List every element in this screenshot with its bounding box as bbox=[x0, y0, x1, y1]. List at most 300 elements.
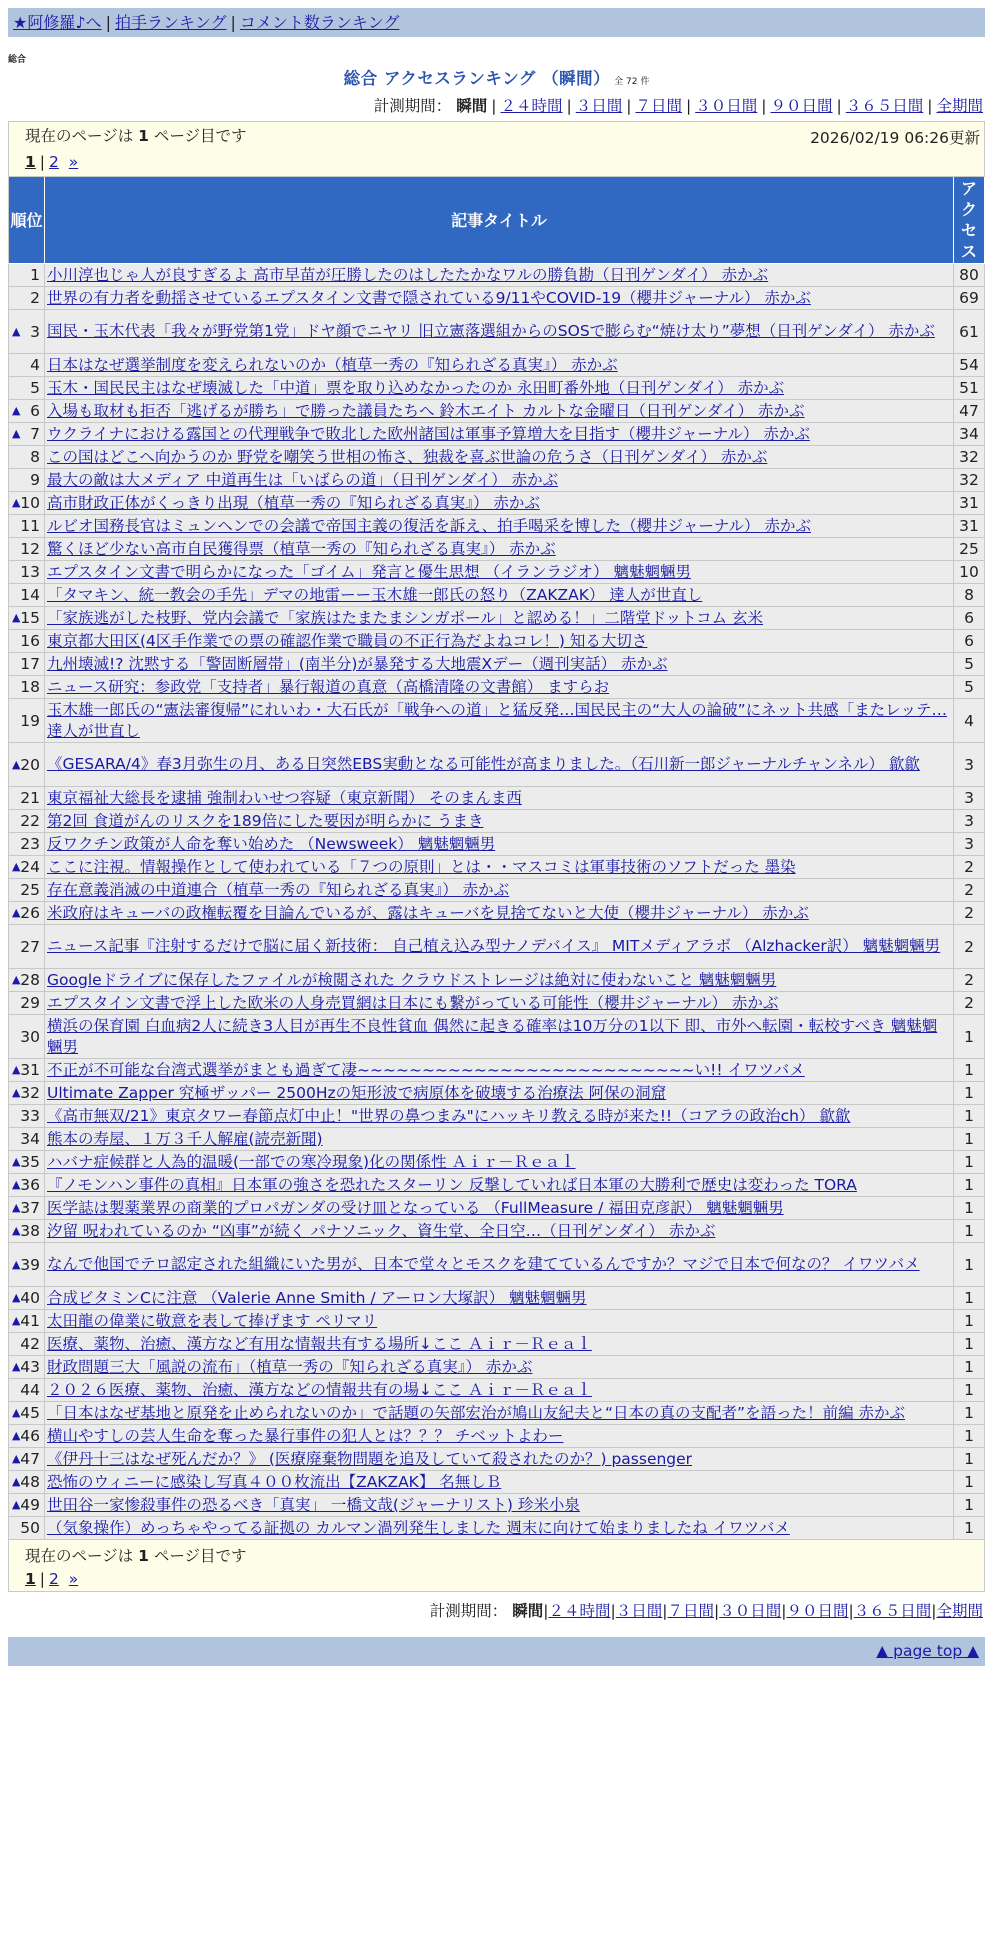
access-count: 2 bbox=[954, 856, 985, 879]
article-title-link[interactable]: 「タマキン、統一教会の手先」デマの地雷ーー玉木雄一郎氏の怒り（ZAKZAK） 達人が世直し bbox=[47, 585, 703, 604]
title-cell bbox=[45, 400, 954, 423]
rank-cell bbox=[9, 787, 45, 810]
rank-number: 4 bbox=[30, 356, 40, 374]
rank-number: 5 bbox=[30, 379, 40, 397]
table-row bbox=[9, 676, 985, 699]
article-title-link[interactable]: Ultimate Zapper 究極ザッパー 2500Hzの矩形波で病原体を破壊する治療法 阿保の洞窟 bbox=[47, 1083, 667, 1102]
rank-number: 35 bbox=[20, 1153, 40, 1171]
article-title-link[interactable]: 最大の敵は大メディア 中道再生は「いばらの道」（日刊ゲンダイ） 赤かぶ bbox=[47, 470, 559, 489]
article-title-link[interactable]: 世界の有力者を動揺させているエプスタイン文書で隠されている9/11やCOVID-19（櫻井ジャーナル） 赤かぶ bbox=[47, 288, 811, 307]
up-arrow-icon: ▲ bbox=[12, 1314, 21, 1327]
title-cell bbox=[45, 469, 954, 492]
title-cell bbox=[45, 1197, 954, 1220]
rank-number: 14 bbox=[20, 586, 40, 604]
title-cell bbox=[45, 446, 954, 469]
title-cell bbox=[45, 287, 954, 310]
access-count: 1 bbox=[954, 1128, 985, 1151]
page-top-link[interactable]: ▲ page top ▲ bbox=[876, 1642, 979, 1660]
title-cell bbox=[45, 1494, 954, 1517]
up-arrow-icon: ▲ bbox=[12, 1086, 21, 1099]
access-count: 3 bbox=[954, 833, 985, 856]
rank-cell bbox=[9, 676, 45, 699]
up-arrow-icon: ▲ bbox=[12, 1475, 21, 1488]
rank-cell bbox=[9, 879, 45, 902]
rank-cell bbox=[9, 1220, 45, 1243]
rank-number: 44 bbox=[20, 1381, 40, 1399]
table-row bbox=[9, 1310, 985, 1333]
title-cell bbox=[45, 1059, 954, 1082]
rank-number: 26 bbox=[20, 904, 40, 922]
up-arrow-icon: ▲ bbox=[12, 427, 21, 440]
article-title-link[interactable]: エプスタイン文書で浮上した欧米の人身売買網は日本にも繋がっている可能性（櫻井ジャーナル） 赤かぶ bbox=[47, 993, 779, 1012]
rank-number: 39 bbox=[20, 1255, 40, 1274]
article-title-link[interactable]: ニュース研究：参政党「支持者」暴行報道の真意（高橋清隆の文書館） ますらお bbox=[47, 677, 610, 696]
article-title-link[interactable]: 高市財政正体がくっきり出現（植草一秀の『知られざる真実』） 赤かぶ bbox=[47, 493, 540, 512]
rank-cell bbox=[9, 561, 45, 584]
rank-number: 50 bbox=[20, 1519, 40, 1537]
access-count: 1 bbox=[954, 1287, 985, 1310]
rank-number: 11 bbox=[20, 517, 40, 535]
rank-number: 37 bbox=[20, 1199, 40, 1217]
table-row bbox=[9, 264, 985, 287]
article-title-link[interactable]: ハバナ症候群と人為的温暖(一部での寒冷現象)化の関係性 Ａｉｒ－Ｒｅａｌ bbox=[47, 1152, 576, 1171]
article-title-link[interactable]: 医学誌は製薬業界の商業的プロパガンダの受け皿となっている （FullMeasure / 福田克彦訳） 魑魅魍魎男 bbox=[47, 1198, 784, 1217]
access-count: 5 bbox=[954, 653, 985, 676]
rank-number: 29 bbox=[20, 994, 40, 1012]
access-count: 2 bbox=[954, 925, 985, 969]
rank-cell bbox=[9, 743, 45, 787]
article-title-link[interactable]: 国民・玉木代表「我々が野党第1党」ドヤ顔でニヤリ 旧立憲落選組からのSOSで膨らむ“焼け太り”夢想（日刊ゲンダイ） 赤かぶ bbox=[47, 322, 935, 340]
rank-number: 32 bbox=[20, 1084, 40, 1102]
rank-number: 31 bbox=[20, 1061, 40, 1079]
access-count: 2 bbox=[954, 992, 985, 1015]
rank-number: 40 bbox=[20, 1289, 40, 1307]
table-row bbox=[9, 810, 985, 833]
table-row bbox=[9, 1151, 985, 1174]
period-link-90d[interactable]: ９０日間 bbox=[770, 97, 833, 115]
rank-cell bbox=[9, 1517, 45, 1540]
up-arrow-icon: ▲ bbox=[12, 1452, 21, 1465]
table-row bbox=[9, 1448, 985, 1471]
up-arrow-icon: ▲ bbox=[12, 1257, 21, 1271]
access-count: 47 bbox=[954, 400, 985, 423]
access-count: 1 bbox=[954, 1082, 985, 1105]
access-count: 31 bbox=[954, 515, 985, 538]
article-title-link[interactable]: ２０２６医療、薬物、治癒、漢方などの情報共有の場↓ここ Ａｉｒ－Ｒｅａｌ bbox=[47, 1380, 592, 1399]
table-row bbox=[9, 1494, 985, 1517]
table-row bbox=[9, 1517, 985, 1540]
nav-link-applause-ranking[interactable]: 拍手ランキング bbox=[114, 13, 227, 32]
period-link-3d[interactable]: ３日間 bbox=[615, 1602, 663, 1620]
rank-cell bbox=[9, 264, 45, 287]
title-cell bbox=[45, 538, 954, 561]
rank-cell bbox=[9, 1174, 45, 1197]
column-header-access: アクセス bbox=[954, 177, 985, 264]
table-row bbox=[9, 446, 985, 469]
rank-cell bbox=[9, 1356, 45, 1379]
period-link-3d[interactable]: ３日間 bbox=[575, 97, 623, 115]
access-count: 10 bbox=[954, 561, 985, 584]
rank-number: 45 bbox=[20, 1404, 40, 1422]
period-link-365d[interactable]: ３６５日間 bbox=[853, 1602, 932, 1620]
title-cell bbox=[45, 354, 954, 377]
rank-number: 2 bbox=[30, 289, 40, 307]
period-link-90d[interactable]: ９０日間 bbox=[786, 1602, 849, 1620]
up-arrow-icon: ▲ bbox=[12, 1063, 21, 1076]
access-count: 6 bbox=[954, 630, 985, 653]
title-cell bbox=[45, 925, 954, 969]
up-arrow-icon: ▲ bbox=[12, 404, 21, 417]
title-cell bbox=[45, 1220, 954, 1243]
table-row bbox=[9, 1015, 985, 1059]
article-title-link[interactable]: 「家族逃がした枝野、党内会議で「家族はたまたまシンガポール」と認める！」二階堂ドットコム 玄米 bbox=[47, 608, 763, 627]
period-link-365d[interactable]: ３６５日間 bbox=[845, 97, 924, 115]
table-row bbox=[9, 377, 985, 400]
rank-number: 41 bbox=[20, 1312, 40, 1330]
article-title-link[interactable]: （気象操作）めっちゃやってる証拠の カルマン渦列発生しました 週末に向けて始まりましたね イワツバメ bbox=[47, 1518, 790, 1537]
table-row bbox=[9, 1425, 985, 1448]
period-label: 計測期間： bbox=[373, 97, 452, 115]
access-count: 1 bbox=[954, 1310, 985, 1333]
ranking-rows bbox=[9, 264, 985, 1540]
period-link-24h[interactable]: ２４時間 bbox=[548, 1602, 611, 1620]
title-cell bbox=[45, 1243, 954, 1287]
article-title-link[interactable]: 横山やすしの芸人生命を奪った暴行事件の犯人とは？？？ チベットよわー bbox=[47, 1426, 564, 1445]
pager-page-2[interactable]: 2 bbox=[49, 1570, 59, 1588]
article-title-link[interactable]: 熊本の寿屋、１万３千人解雇(読売新聞) bbox=[47, 1129, 323, 1148]
rank-number: 23 bbox=[20, 835, 40, 853]
article-title-link[interactable]: 世田谷一家惨殺事件の恐るべき「真実」 一橋文哉(ジャーナリスト) 珍米小泉 bbox=[47, 1495, 580, 1514]
table-row bbox=[9, 1471, 985, 1494]
up-arrow-icon: ▲ bbox=[12, 1360, 21, 1373]
access-count: 1 bbox=[954, 1151, 985, 1174]
access-count: 1 bbox=[954, 1174, 985, 1197]
access-count: 32 bbox=[954, 469, 985, 492]
article-title-link[interactable]: 横浜の保育園 白血病2人に続き3人目が再生不良性貧血 偶然に起きる確率は10万分の1以下 即、市外へ転園・転校すべき 魑魅魍魎男 bbox=[47, 1016, 938, 1056]
access-count: 25 bbox=[954, 538, 985, 561]
period-selector-bottom: 計測期間： 瞬間|２４時間|３日間|７日間|３０日間|９０日間|３６５日間|全期間 bbox=[429, 1602, 983, 1620]
period-link-30d[interactable]: ３０日間 bbox=[719, 1602, 782, 1620]
article-title-link[interactable]: 《高市無双/21》東京タワー春節点灯中止！"世界の鼻つまみ"にハッキリ教える時が来た!!（コアラの政治ch） 歙歙 bbox=[47, 1106, 851, 1125]
rank-number: 49 bbox=[20, 1496, 40, 1514]
rank-cell bbox=[9, 446, 45, 469]
title-cell bbox=[45, 607, 954, 630]
rank-number: 13 bbox=[20, 563, 40, 581]
rank-cell bbox=[9, 423, 45, 446]
period-link-all[interactable]: 全期間 bbox=[936, 97, 983, 115]
nav-separator: | bbox=[105, 13, 111, 32]
rank-number: 7 bbox=[30, 425, 40, 443]
rank-number: 12 bbox=[20, 540, 40, 558]
rank-number: 48 bbox=[20, 1473, 40, 1491]
table-row bbox=[9, 515, 985, 538]
rank-number: 22 bbox=[20, 812, 40, 830]
access-count: 1 bbox=[954, 1448, 985, 1471]
title-cell bbox=[45, 1471, 954, 1494]
article-title-link[interactable]: 「日本はなぜ基地と原発を止められないのか」で話題の矢部宏治が鳩山友紀夫と“日本の真の支配者”を語った！前編 赤かぶ bbox=[47, 1403, 905, 1422]
rank-cell bbox=[9, 607, 45, 630]
access-count: 1 bbox=[954, 1243, 985, 1287]
title-cell bbox=[45, 515, 954, 538]
access-count: 1 bbox=[954, 1015, 985, 1059]
access-count: 1 bbox=[954, 1356, 985, 1379]
article-title-link[interactable]: ウクライナにおける露国との代理戦争で敗北した欧州諸国は軍事予算増大を目指す（櫻井ジャーナル） 赤かぶ bbox=[47, 424, 810, 443]
table-row bbox=[9, 561, 985, 584]
rank-cell bbox=[9, 992, 45, 1015]
rank-number: 8 bbox=[30, 448, 40, 466]
article-title-link[interactable]: 《GESARA/4》春3月弥生の月、ある日突然EBS実動となる可能性が高まりました。（石川新一郎ジャーナルチャンネル） 歙歙 bbox=[47, 755, 920, 773]
title-cell bbox=[45, 492, 954, 515]
access-count: 3 bbox=[954, 743, 985, 787]
title-cell bbox=[45, 1174, 954, 1197]
up-arrow-icon: ▲ bbox=[12, 860, 21, 873]
article-title-link[interactable]: 恐怖のウィニーに感染し写真４００枚流出【ZAKZAK】 名無しＢ bbox=[47, 1472, 502, 1491]
rank-cell bbox=[9, 1448, 45, 1471]
table-row bbox=[9, 1059, 985, 1082]
up-arrow-icon: ▲ bbox=[12, 1291, 21, 1304]
rank-number: 42 bbox=[20, 1335, 40, 1353]
access-count: 5 bbox=[954, 676, 985, 699]
up-arrow-icon: ▲ bbox=[12, 1429, 21, 1442]
article-title-link[interactable]: 汐留 呪われているのか “凶事”が続く パナソニック、資生堂、全日空…（日刊ゲンダイ） 赤かぶ bbox=[47, 1221, 716, 1240]
table-row bbox=[9, 902, 985, 925]
article-title-link[interactable]: 小川淳也じゃ人が良すぎるよ 高市早苗が圧勝したのはしたたかなワルの勝負勘（日刊ゲンダイ） 赤かぶ bbox=[47, 265, 769, 284]
table-row bbox=[9, 1402, 985, 1425]
nav-link-asyura[interactable]: ★阿修羅♪へ bbox=[13, 13, 102, 32]
table-row bbox=[9, 699, 985, 743]
rank-cell bbox=[9, 969, 45, 992]
rank-cell bbox=[9, 1425, 45, 1448]
pager-next[interactable]: » bbox=[68, 153, 79, 171]
total-count: 全 72 件 bbox=[614, 77, 650, 87]
rank-number: 34 bbox=[20, 1130, 40, 1148]
access-count: 34 bbox=[954, 423, 985, 446]
access-count: 1 bbox=[954, 1333, 985, 1356]
pager-next[interactable]: » bbox=[68, 1570, 79, 1588]
rank-number: 15 bbox=[20, 609, 40, 627]
table-row bbox=[9, 607, 985, 630]
table-row bbox=[9, 1356, 985, 1379]
period-link-all[interactable]: 全期間 bbox=[936, 1602, 983, 1620]
pager-page-2[interactable]: 2 bbox=[49, 153, 59, 171]
title-cell bbox=[45, 1448, 954, 1471]
title-cell bbox=[45, 1128, 954, 1151]
rank-cell bbox=[9, 400, 45, 423]
access-count: 69 bbox=[954, 287, 985, 310]
access-count: 1 bbox=[954, 1379, 985, 1402]
access-count: 1 bbox=[954, 1059, 985, 1082]
period-link-7d[interactable]: ７日間 bbox=[635, 97, 682, 115]
title-cell bbox=[45, 377, 954, 400]
period-current: 瞬間 bbox=[456, 97, 488, 115]
nav-link-comment-ranking[interactable]: コメント数ランキング bbox=[239, 13, 400, 32]
table-row bbox=[9, 787, 985, 810]
table-row bbox=[9, 1174, 985, 1197]
rank-cell bbox=[9, 1105, 45, 1128]
title-cell bbox=[45, 630, 954, 653]
article-title-link[interactable]: 九州壊滅!? 沈黙する「警固断層帯」(南半分)が暴発する大地震Xデー（週刊実話） 赤かぶ bbox=[47, 654, 668, 673]
period-link-7d[interactable]: ７日間 bbox=[667, 1602, 714, 1620]
table-row bbox=[9, 1197, 985, 1220]
table-row bbox=[9, 1128, 985, 1151]
article-title-link[interactable]: 《伊丹十三はなぜ死んだか？》 (医療廃棄物問題を追及していて殺されたのか？) passenger bbox=[47, 1449, 693, 1468]
article-title-link[interactable]: なんで他国でテロ認定された組織にいた男が、日本で堂々とモスクを建てているんですか？マジで日本で何なの？ イワツバメ bbox=[47, 1255, 920, 1273]
article-title-link[interactable]: エプスタイン文書で明らかになった「ゴイム」発言と優生思想 （イランラジオ） 魑魅魍魎男 bbox=[47, 562, 691, 581]
article-title-link[interactable]: 玉木・国民民主はなぜ壊滅した「中道」票を取り込めなかったのか 永田町番外地（日刊ゲンダイ） 赤かぶ bbox=[47, 378, 785, 397]
period-link-24h[interactable]: ２４時間 bbox=[500, 97, 563, 115]
article-title-link[interactable]: 東京都大田区(4区手作業での票の確認作業で職員の不正行為だよねコレ！) 知る大切さ bbox=[47, 631, 648, 650]
rank-number: 38 bbox=[20, 1222, 40, 1240]
title-cell bbox=[45, 1379, 954, 1402]
category-label: 総合 bbox=[8, 55, 27, 65]
access-count: 2 bbox=[954, 879, 985, 902]
rank-cell bbox=[9, 856, 45, 879]
article-title-link[interactable]: ここに注視。情報操作として使われている「７つの原則」とは・・マスコミは軍事技術のソフトだった 墨染 bbox=[47, 857, 796, 876]
article-title-link[interactable]: ルビオ国務長官はミュンヘンでの会議で帝国主義の復活を訴え、拍手喝采を博した（櫻井ジャーナル） 赤かぶ bbox=[47, 516, 811, 535]
rank-cell bbox=[9, 1333, 45, 1356]
table-row bbox=[9, 630, 985, 653]
pagination: 1 | 2 » bbox=[25, 153, 79, 171]
article-title-link[interactable]: 米政府はキューバの政権転覆を目論んでいるが、露はキューバを見捨てないと大使（櫻井ジャーナル） 赤かぶ bbox=[47, 903, 809, 922]
article-title-link[interactable]: この国はどこへ向かうのか 野党を嘲笑う世相の怖さ、独裁を喜ぶ世論の危うさ（日刊ゲンダイ） 赤かぶ bbox=[47, 447, 768, 466]
rank-cell bbox=[9, 653, 45, 676]
access-count: 1 bbox=[954, 1402, 985, 1425]
article-title-link[interactable]: 医療、薬物、治癒、漢方など有用な情報共有する場所↓ここ Ａｉｒ－Ｒｅａｌ bbox=[47, 1334, 592, 1353]
title-cell bbox=[45, 856, 954, 879]
rank-number: 10 bbox=[20, 494, 40, 512]
article-title-link[interactable]: 驚くほど少ない高市自民獲得票（植草一秀の『知られざる真実』） 赤かぶ bbox=[47, 539, 556, 558]
article-title-link[interactable]: ニュース記事『注射するだけで脳に届く新技術： 自己植え込み型ナノデバイス』 MITメディアラボ （Alzhacker訳） 魑魅魍魎男 bbox=[47, 937, 941, 955]
rank-cell bbox=[9, 1310, 45, 1333]
title-cell bbox=[45, 561, 954, 584]
rank-number: 46 bbox=[20, 1427, 40, 1445]
access-count: 51 bbox=[954, 377, 985, 400]
table-row bbox=[9, 287, 985, 310]
title-cell bbox=[45, 423, 954, 446]
access-count: 1 bbox=[954, 1494, 985, 1517]
access-count: 3 bbox=[954, 787, 985, 810]
title-cell bbox=[45, 1015, 954, 1059]
table-row bbox=[9, 1082, 985, 1105]
title-cell bbox=[45, 1310, 954, 1333]
column-header-rank: 順位 bbox=[9, 177, 45, 264]
article-title-link[interactable]: 合成ビタミンCに注意 （Valerie Anne Smith / アーロン大塚訳） 魑魅魍魎男 bbox=[47, 1288, 587, 1307]
article-title-link[interactable]: 『ノモンハン事件の真相』日本軍の強さを恐れたスターリン 反撃していれば日本軍の大勝利で歴史は変わった TORA bbox=[47, 1175, 857, 1194]
period-link-30d[interactable]: ３０日間 bbox=[695, 97, 758, 115]
rank-cell bbox=[9, 515, 45, 538]
article-title-link[interactable]: 玉木雄一郎氏の“憲法審復帰”にれいわ・大石氏が「戦争への道」と猛反発…国民民主の“大人の論破”にネット共感「またレッテ… 達人が世直し bbox=[47, 700, 947, 740]
up-arrow-icon: ▲ bbox=[12, 906, 21, 919]
title-cell bbox=[45, 1082, 954, 1105]
title-cell bbox=[45, 264, 954, 287]
up-arrow-icon: ▲ bbox=[12, 611, 21, 624]
table-row bbox=[9, 1287, 985, 1310]
access-count: 1 bbox=[954, 1517, 985, 1540]
title-cell bbox=[45, 1287, 954, 1310]
up-arrow-icon: ▲ bbox=[12, 496, 21, 509]
access-count: 2 bbox=[954, 902, 985, 925]
table-row bbox=[9, 584, 985, 607]
table-row bbox=[9, 354, 985, 377]
rank-number: 16 bbox=[20, 632, 40, 650]
period-current: 瞬間 bbox=[512, 1602, 544, 1620]
pager-current-page: 1 bbox=[25, 153, 36, 171]
rank-cell bbox=[9, 810, 45, 833]
table-row bbox=[9, 1379, 985, 1402]
access-count: 1 bbox=[954, 1471, 985, 1494]
rank-cell bbox=[9, 1402, 45, 1425]
pagination-bottom: 1 | 2 » bbox=[25, 1570, 79, 1588]
title-cell bbox=[45, 1151, 954, 1174]
rank-cell bbox=[9, 1128, 45, 1151]
rank-number: 47 bbox=[20, 1450, 40, 1468]
title-cell bbox=[45, 699, 954, 743]
access-count: 32 bbox=[954, 446, 985, 469]
article-title-link[interactable]: 不正が不可能な台湾式選挙がまとも過ぎて凄~~~~~~~~~~~~~~~~~~~~~~~~~~い!! イワツバメ bbox=[47, 1060, 805, 1079]
rank-cell bbox=[9, 1151, 45, 1174]
access-count: 2 bbox=[954, 969, 985, 992]
rank-cell bbox=[9, 538, 45, 561]
rank-cell bbox=[9, 1379, 45, 1402]
access-count: 54 bbox=[954, 354, 985, 377]
table-row bbox=[9, 925, 985, 969]
page-title-block bbox=[8, 65, 985, 89]
title-cell bbox=[45, 1105, 954, 1128]
article-title-link[interactable]: Googleドライブに保存したファイルが検閲された クラウドストレージは絶対に使わないこと 魑魅魍魎男 bbox=[47, 970, 777, 989]
page-info-box-bottom bbox=[8, 1540, 985, 1592]
title-cell bbox=[45, 1517, 954, 1540]
footer-bar bbox=[8, 1637, 985, 1666]
period-label: 計測期間： bbox=[429, 1602, 508, 1620]
table-row bbox=[9, 879, 985, 902]
article-title-link[interactable]: 反ワクチン政策が人命を奪い始めた （Newsweek） 魑魅魍魎男 bbox=[47, 834, 496, 853]
rank-number: 9 bbox=[30, 471, 40, 489]
title-cell bbox=[45, 310, 954, 354]
article-title-link[interactable]: 存在意義消滅の中道連合（植草一秀の『知られざる真実』） 赤かぶ bbox=[47, 880, 510, 899]
article-title-link[interactable]: 第2回 食道がんのリスクを189倍にした要因が明らかに うまき bbox=[47, 811, 484, 830]
title-cell bbox=[45, 902, 954, 925]
up-arrow-icon: ▲ bbox=[12, 1178, 21, 1191]
rank-number: 17 bbox=[20, 655, 40, 673]
table-row bbox=[9, 743, 985, 787]
rank-cell bbox=[9, 902, 45, 925]
access-count: 80 bbox=[954, 264, 985, 287]
access-count: 61 bbox=[954, 310, 985, 354]
rank-number: 21 bbox=[20, 789, 40, 807]
up-arrow-icon: ▲ bbox=[12, 757, 21, 771]
article-title-link[interactable]: 入場も取材も拒否「逃げるが勝ち」で勝った議員たちへ 鈴木エイト カルトな金曜日（日刊ゲンダイ） 赤かぶ bbox=[47, 401, 805, 420]
rank-cell bbox=[9, 1494, 45, 1517]
table-row bbox=[9, 1333, 985, 1356]
rank-cell bbox=[9, 1243, 45, 1287]
rank-cell bbox=[9, 492, 45, 515]
rank-cell bbox=[9, 1287, 45, 1310]
access-count: 3 bbox=[954, 810, 985, 833]
access-count: 1 bbox=[954, 1105, 985, 1128]
title-cell bbox=[45, 787, 954, 810]
title-cell bbox=[45, 810, 954, 833]
article-title-link[interactable]: 太田龍の偉業に敬意を表して捧げます ペリマリ bbox=[47, 1311, 378, 1330]
access-count: 8 bbox=[954, 584, 985, 607]
rank-cell bbox=[9, 469, 45, 492]
rank-cell bbox=[9, 377, 45, 400]
access-count: 6 bbox=[954, 607, 985, 630]
article-title-link[interactable]: 日本はなぜ選挙制度を変えられないのか（植草一秀の『知られざる真実』） 赤かぶ bbox=[47, 355, 618, 374]
article-title-link[interactable]: 東京福祉大総長を逮捕 強制わいせつ容疑（東京新聞） そのまんま西 bbox=[47, 788, 522, 807]
rank-number: 30 bbox=[20, 1027, 40, 1046]
article-title-link[interactable]: 財政問題三大「風説の流布」（植草一秀の『知られざる真実』） 赤かぶ bbox=[47, 1357, 533, 1376]
table-row bbox=[9, 469, 985, 492]
